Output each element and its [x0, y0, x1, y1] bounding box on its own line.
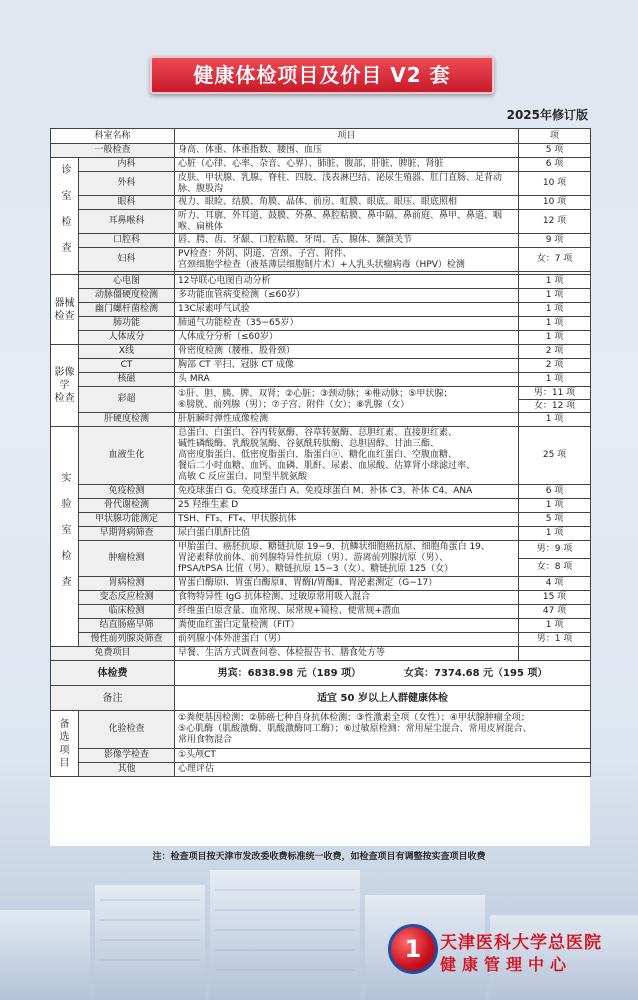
items-cell: 前列腺小体外泄蛋白（男） [175, 633, 519, 647]
table-header-row [51, 129, 591, 144]
table-row [51, 527, 591, 541]
count-cell: 1 项 [519, 303, 591, 317]
items-cell: 12导联心电图自动分析 [175, 275, 519, 289]
dept-cell: 妇科 [79, 248, 175, 272]
items-cell: PV检查：外阴、阴道、宫颈、子宫、附件、 宫颈细胞学检查（液基薄层细胞制片术）+人乳头状瘤病毒（HPV）检测 [175, 248, 519, 272]
count-cell: 2 项 [519, 345, 591, 359]
count-cell: 1 项 [519, 499, 591, 513]
count-cell: 5 项 [519, 513, 591, 527]
dept-cell: 结直肠癌早筛 [79, 619, 175, 633]
dept-cell: 肝硬度检测 [79, 413, 175, 427]
count-cell: 1 项 [519, 373, 591, 387]
header-items: 项目 [175, 129, 519, 144]
header-dept: 科室名称 [51, 129, 175, 144]
table-row [51, 317, 591, 331]
table-row [51, 234, 591, 248]
dept-cell: 心电图 [79, 275, 175, 289]
dept-cell: 血液生化 [79, 427, 175, 485]
items-cell: 身高、体重、体重指数、腰围、血压 [175, 144, 519, 158]
table-row [51, 331, 591, 345]
items-cell: ①肝、胆、胰、脾、双肾；②心脏；③颈动脉；④椎动脉；⑤甲状腺； ⑥膀胱、前列腺（男）；⑦子宫、附件（女）；⑧乳腺（女） [175, 387, 519, 413]
table-row [51, 248, 591, 272]
dept-cell: 影像学检查 [79, 749, 175, 763]
dept-cell: 人体成分 [79, 331, 175, 345]
count-cell: 1 项 [519, 619, 591, 633]
table-row [51, 591, 591, 605]
count-cell: 2 项 [519, 359, 591, 373]
items-cell: 骨密度检测（腰椎、股骨颈） [175, 345, 519, 359]
dept-cell: 甲状腺功能测定 [79, 513, 175, 527]
items-cell: TSH、FT₃、FT₄、甲状腺抗体 [175, 513, 519, 527]
items-cell: ①粪便基因检测；②肺癌七种自身抗体检测；③性激素全项（女性）；④甲状腺肿瘤全项； ⑤心肌酶（肌酸激酶、肌酸激酶同工酶）；⑥过敏原检测：常用屋尘混合、常用皮屑混合、 常用食物混合 [175, 711, 591, 749]
dept-cell: 眼科 [79, 196, 175, 210]
count-cell: 10 项 [519, 172, 591, 196]
table-row [51, 413, 591, 427]
items-cell: 心理评估 [175, 763, 591, 777]
count-cell-female: 女：12 项 [519, 400, 591, 413]
items-cell: 皮肤、甲状腺、乳腺、脊柱、四肢、浅表淋巴结、泌尿生殖器、肛门直肠、足背动脉、腹股沟 [175, 172, 519, 196]
note-row [51, 686, 591, 711]
items-cell: 免疫球蛋白 G、免疫球蛋白 A、免疫球蛋白 M、补体 C3、补体 C4、ANA [175, 485, 519, 499]
items-cell: 尿白蛋白肌酐比值 [175, 527, 519, 541]
table-row [51, 387, 591, 400]
table-row [51, 711, 591, 749]
count-cell: 1 项 [519, 317, 591, 331]
count-cell: 5 项 [519, 144, 591, 158]
dept-cell: 化验检查 [79, 711, 175, 749]
table-row [51, 289, 591, 303]
dept-cell: 免费项目 [51, 647, 175, 661]
price-row [51, 661, 591, 686]
note-text: 适宜 50 岁以上人群健康体检 [175, 686, 591, 711]
header-count: 项 [519, 129, 591, 144]
count-cell: 6 项 [519, 485, 591, 499]
dept-cell: 外科 [79, 172, 175, 196]
table-row [51, 172, 591, 196]
table-row [51, 210, 591, 234]
group-beixuan: 备 选 项 目 [51, 711, 79, 777]
price-female: 女宾：7374.68 元（195 项） [404, 667, 548, 679]
dept-cell: X线 [79, 345, 175, 359]
table-row [51, 749, 591, 763]
count-cell: 47 项 [519, 605, 591, 619]
items-cell: 胸部 CT 平扫、冠脉 CT 成像 [175, 359, 519, 373]
table-row [51, 513, 591, 527]
table-row [51, 373, 591, 387]
checkup-table [50, 128, 591, 777]
dept-cell: 耳鼻喉科 [79, 210, 175, 234]
version-label: 2025年修订版 [506, 108, 588, 122]
count-cell: 1 项 [519, 331, 591, 345]
dept-cell: 肺功能 [79, 317, 175, 331]
count-cell: 1 项 [519, 527, 591, 541]
count-cell-male: 男：11 项 [519, 387, 591, 400]
hospital-logo [388, 922, 628, 978]
dept-cell: 其他 [79, 763, 175, 777]
items-cell: 13C尿素呼气试验 [175, 303, 519, 317]
table-row [51, 485, 591, 499]
items-cell: 肺通气功能检查（35−65岁） [175, 317, 519, 331]
table-row [51, 427, 591, 485]
logo-hospital-name: 天津医科大学总医院 [440, 933, 602, 953]
items-cell: 唇、腭、齿、牙龈、口腔粘膜、牙周、舌、腺体、颞颌关节 [175, 234, 519, 248]
dept-cell: 变态反应检测 [79, 591, 175, 605]
items-cell: 视力、眼睑、结膜、角膜、晶体、前房、虹膜、眼底、眼压、眼底照相 [175, 196, 519, 210]
note-label: 备注 [51, 686, 175, 711]
table-row [51, 359, 591, 373]
table-row [51, 763, 591, 777]
items-cell: 早餐、生活方式调查问卷、体检报告书、膳食处方等 [175, 647, 519, 661]
dept-cell: 幽门螺杆菌检测 [79, 303, 175, 317]
table-row [51, 303, 591, 317]
count-cell: 6 项 [519, 158, 591, 172]
count-cell: 25 项 [519, 427, 591, 485]
items-cell: 纤维蛋白原含量、血常规、尿常规+镜检、便常规+潜血 [175, 605, 519, 619]
count-cell: 1 项 [519, 275, 591, 289]
count-cell: 4 项 [519, 577, 591, 591]
count-cell: 9 项 [519, 234, 591, 248]
table-row [51, 196, 591, 210]
items-cell: 心脏（心律、心率、杂音、心界）、肺脏、腹部、肝脏、脾脏、肾脏 [175, 158, 519, 172]
table-row [51, 275, 591, 289]
items-cell: 多功能血管病变检测（≤60岁） [175, 289, 519, 303]
items-cell: 粪便血红蛋白定量检测（FIT） [175, 619, 519, 633]
dept-cell: 口腔科 [79, 234, 175, 248]
group-zhenshi [51, 158, 79, 275]
footnote: 注：检查项目按天津市发改委收费标准统一收费，如检查项目有调整按实查项目收费 [152, 852, 486, 862]
dept-cell: 早期肾病筛查 [79, 527, 175, 541]
dept-cell: 一般检查 [51, 144, 175, 158]
table-row [51, 158, 591, 172]
items-cell: 食物特异性 IgG 抗体检测、过敏原常用吸入混合 [175, 591, 519, 605]
dept-cell: CT [79, 359, 175, 373]
items-cell: 胃蛋白酶原Ⅰ、胃蛋白酶原Ⅱ、胃酶Ⅰ/胃酶Ⅱ、胃泌素测定（G−17） [175, 577, 519, 591]
group-shiyanshi [51, 427, 79, 647]
items-cell: 人体成分分析（≤60岁） [175, 331, 519, 345]
items-cell: 总蛋白、白蛋白、谷丙转氨酶、谷草转氨酶、总胆红素、直接胆红素、 碱性磷酸酶、乳酸脱氢酶、谷氨酰转肽酶、总胆固醇、甘油三酯、 高密度脂蛋白、低密度脂蛋白、脂蛋白ⓐ、糖化血红蛋白、空腹血糖、 餐后二小时血糖、血钙、血磷、肌酐、尿素、血尿酸、估算肾小球滤过率、 高敏 C 反应蛋白、同型半胱氨酸 [175, 427, 519, 485]
dept-cell: 骨代谢检测 [79, 499, 175, 513]
count-cell: 1 项 [519, 289, 591, 303]
table-row [51, 345, 591, 359]
dept-cell: 内科 [79, 158, 175, 172]
count-cell: 1 项 [519, 413, 591, 427]
dept-cell: 临床检测 [79, 605, 175, 619]
items-cell: 肝脏瞬时弹性成像检测 [175, 413, 519, 427]
dept-cell: 胃病检测 [79, 577, 175, 591]
hospital-emblem-icon: 1 [388, 924, 438, 974]
count-cell-female: 女：8 项 [519, 559, 591, 577]
table-row [51, 144, 591, 158]
count-cell: 女：7 项 [519, 248, 591, 272]
price-table-sheet [50, 128, 590, 846]
page-title: 健康体检项目及价目 V2 套 [150, 56, 494, 94]
items-cell: 25 羟维生素 D [175, 499, 519, 513]
group-yingxiang: 影像学 检查 [51, 345, 79, 427]
dept-cell: 彩超 [79, 387, 175, 413]
group-label: 实验室检查 [59, 471, 70, 602]
count-cell [519, 647, 591, 661]
count-cell: 10 项 [519, 196, 591, 210]
count-cell-male: 男：9 项 [519, 541, 591, 559]
dept-cell: 核磁 [79, 373, 175, 387]
table-row [51, 647, 591, 661]
dept-cell: 免疫检测 [79, 485, 175, 499]
logo-center-name: 健康管理中心 [440, 955, 573, 974]
items-cell: ①头颅CT [175, 749, 591, 763]
count-cell: 男：1 项 [519, 633, 591, 647]
price-cell [175, 661, 591, 686]
price-label: 体检费 [51, 661, 175, 686]
dept-cell: 动脉僵硬度检测 [79, 289, 175, 303]
table-row [51, 605, 591, 619]
table-row [51, 633, 591, 647]
items-cell: 听力、耳廓、外耳道、鼓膜、外鼻、鼻腔粘膜、鼻中隔、鼻前庭、鼻甲、鼻道、咽喉、扁桃体 [175, 210, 519, 234]
items-cell: 甲胎蛋白、癌胚抗原、糖链抗原 19−9、抗鳞状细胞癌抗原、细胞角蛋白 19、 胃泌素释放前体、前列腺特异性抗原（男）、游离前列腺抗原（男）、 fPSA/tPSA 比值（男）、糖链抗原 15−3（女）、糖链抗原 125（女） [175, 541, 519, 577]
table-row [51, 619, 591, 633]
table-row [51, 577, 591, 591]
dept-cell: 肿瘤检测 [79, 541, 175, 577]
count-cell: 15 项 [519, 591, 591, 605]
group-label: 诊室检查 [59, 164, 70, 268]
count-cell: 12 项 [519, 210, 591, 234]
table-row [51, 499, 591, 513]
group-qixie: 器械 检查 [51, 275, 79, 345]
items-cell: 头 MRA [175, 373, 519, 387]
dept-cell: 慢性前列腺炎筛查 [79, 633, 175, 647]
table-row [51, 541, 591, 559]
price-male: 男宾：6838.98 元（189 项） [217, 667, 362, 679]
